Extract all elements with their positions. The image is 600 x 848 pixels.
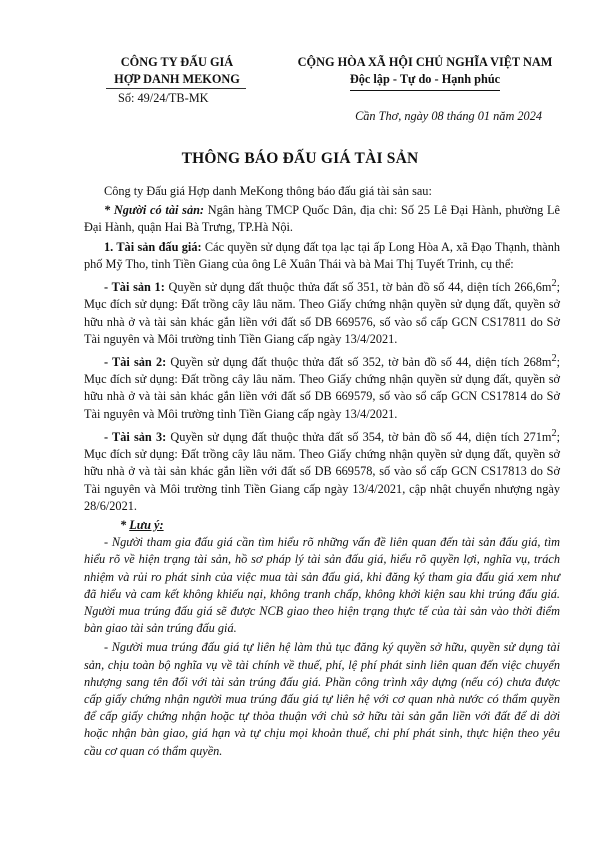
notes-heading <box>84 517 560 534</box>
asset-3-text-b: ; Mục đích sử dụng: Đất trồng cây lâu năm. Theo Giấy chứng nhận quyền sử dụng đất, quyền sở hữu nhà ở và tài sản khác gắn liền với đất số DB 669578, số vào sổ cấp GCN CS17813 do Sở Tài nguyên và Môi trường tỉnh Tiền Giang cấp ngày 13/4/2021, cập nhật chuyển nhượng ngày 28/6/2021. <box>84 429 560 513</box>
country-name: CỘNG HÒA XÃ HỘI CHỦ NGHĨA VIỆT NAM <box>297 55 553 69</box>
document-title: THÔNG BÁO ĐẤU GIÁ TÀI SẢN <box>181 150 419 167</box>
asset-1-paragraph <box>84 275 560 348</box>
notes-star: * <box>120 517 130 532</box>
owner-text: Ngân hàng TMCP Quốc Dân, địa chỉ: Số 25 Lê Đại Hành, phường Lê Đại Hành, quận Hai Bà Trưng, TP.Hà Nội. <box>84 203 561 235</box>
national-header <box>280 54 570 91</box>
asset-1-text-b: ; Mục đích sử dụng: Đất trồng cây lâu năm. Theo Giấy chứng nhận quyền sử dụng đất, quyền sở hữu nhà ở và tài sản khác gắn liền với đất số DB 669576, số vào sổ cấp GCN CS17811 do Sở Tài nguyên và Môi trường tỉnh Tiền Giang cấp ngày 13/4/2021. <box>84 280 560 346</box>
notes-label: Lưu ý: <box>129 517 164 532</box>
asset-1-sup: 2 <box>551 278 557 290</box>
company-header <box>92 54 262 107</box>
national-motto: Độc lập - Tự do - Hạnh phúc <box>349 72 501 86</box>
intro-paragraph: Công ty Đấu giá Hợp danh MeKong thông báo đấu giá tài sản sau: <box>104 184 432 198</box>
asset-2-sup: 2 <box>551 352 557 364</box>
asset-3-text-a: Quyền sử dụng đất thuộc thửa đất số 354, tờ bản đồ số 44, diện tích 271m <box>166 429 552 444</box>
asset-3-sup: 2 <box>551 427 557 439</box>
document-body <box>84 183 560 762</box>
asset-2-label: - Tài sản 2: <box>104 355 167 370</box>
asset-1-label: - Tài sản 1: <box>104 280 165 295</box>
asset-3-paragraph <box>84 425 560 515</box>
section-1-label: 1. Tài sản đấu giá: <box>104 239 202 254</box>
note-1: - Người tham gia đấu giá cần tìm hiểu rõ những vấn đề liên quan đến tài sản đấu giá, tìm hiểu rõ về hiện trạng tài sản, hồ sơ pháp lý tài sản đấu giá, hiểu rõ quyền lợi, nghĩa vụ, trách nhiệm và rủi ro phát sinh của việc mua tài sản đấu giá, khi đăng ký tham gia đấu giá xem như đã hiểu và cam kết không khiếu nại, không tranh chấp, không khởi kiện sau khi trúng đấu giá. Người mua trúng đấu giá sẽ được NCB giao theo hiện trạng thực tế của tài sản vào thời điểm bàn giao tài sản trúng đấu giá. <box>84 535 560 636</box>
asset-3-label: - Tài sản 3: <box>104 429 167 444</box>
company-underline <box>106 88 246 89</box>
section-1-paragraph <box>84 239 560 273</box>
company-name-line2: HỢP DANH MEKONG <box>114 72 240 86</box>
asset-2-text-b: ; Mục đích sử dụng: Đất trồng cây lâu năm. Theo Giấy chứng nhận quyền sử dụng đất, quyền sở hữu nhà ở và tài sản khác gắn liền với đất số DB 669579, số vào sổ cấp GCN CS17814 do Sở Tài nguyên và Môi trường tỉnh Tiền Giang cấp ngày 13/4/2021. <box>84 355 560 421</box>
asset-2-paragraph <box>84 350 560 423</box>
section-1-text: Các quyền sử dụng đất tọa lạc tại ấp Long Hòa A, xã Đạo Thạnh, thành phố Mỹ Tho, tỉnh Tiền Giang của ông Lê Xuân Thái và bà Mai Thị Tuyết Trinh, cụ thể: <box>84 239 560 271</box>
owner-label: * Người có tài sản: <box>104 203 205 218</box>
owner-paragraph <box>84 202 560 236</box>
asset-2-text-a: Quyền sử dụng đất thuộc thửa đất số 352, tờ bản đồ số 44, diện tích 268m <box>166 355 552 370</box>
note-2: - Người mua trúng đấu giá tự liên hệ làm thủ tục đăng ký quyền sở hữu, quyền sử dụng tài sản, chịu toàn bộ nghĩa vụ về tài chính về thuế, phí, lệ phí phát sinh liên quan đến việc chuyển nhượng sang tên đối với tài sản trúng đấu giá. Phần công trình xây dựng (nếu có) chưa được cấp giấy chứng nhận người mua trúng đấu giá tự liên hệ với cơ quan nhà nước có thẩm quyền để cấp giấy chứng nhận hoặc tự thỏa thuận với chủ sở hữu tài sản gắn liền với đất để di dời hoặc nhận bàn giao, giá hạn và tự chịu mọi khoản thuế, chi phí phát sinh, thực hiện theo yêu cầu cơ quan có thẩm quyền. <box>84 640 560 758</box>
document-number: Số: 49/24/TB-MK <box>118 91 209 105</box>
asset-1-text-a: Quyền sử dụng đất thuộc thửa đất số 351, tờ bản đồ số 44, diện tích 266,6m <box>164 280 552 295</box>
motto-underline <box>350 90 500 91</box>
company-name-line1: CÔNG TY ĐẤU GIÁ <box>120 55 234 69</box>
document-date: Cần Thơ, ngày 08 tháng 01 năm 2024 <box>355 109 542 123</box>
